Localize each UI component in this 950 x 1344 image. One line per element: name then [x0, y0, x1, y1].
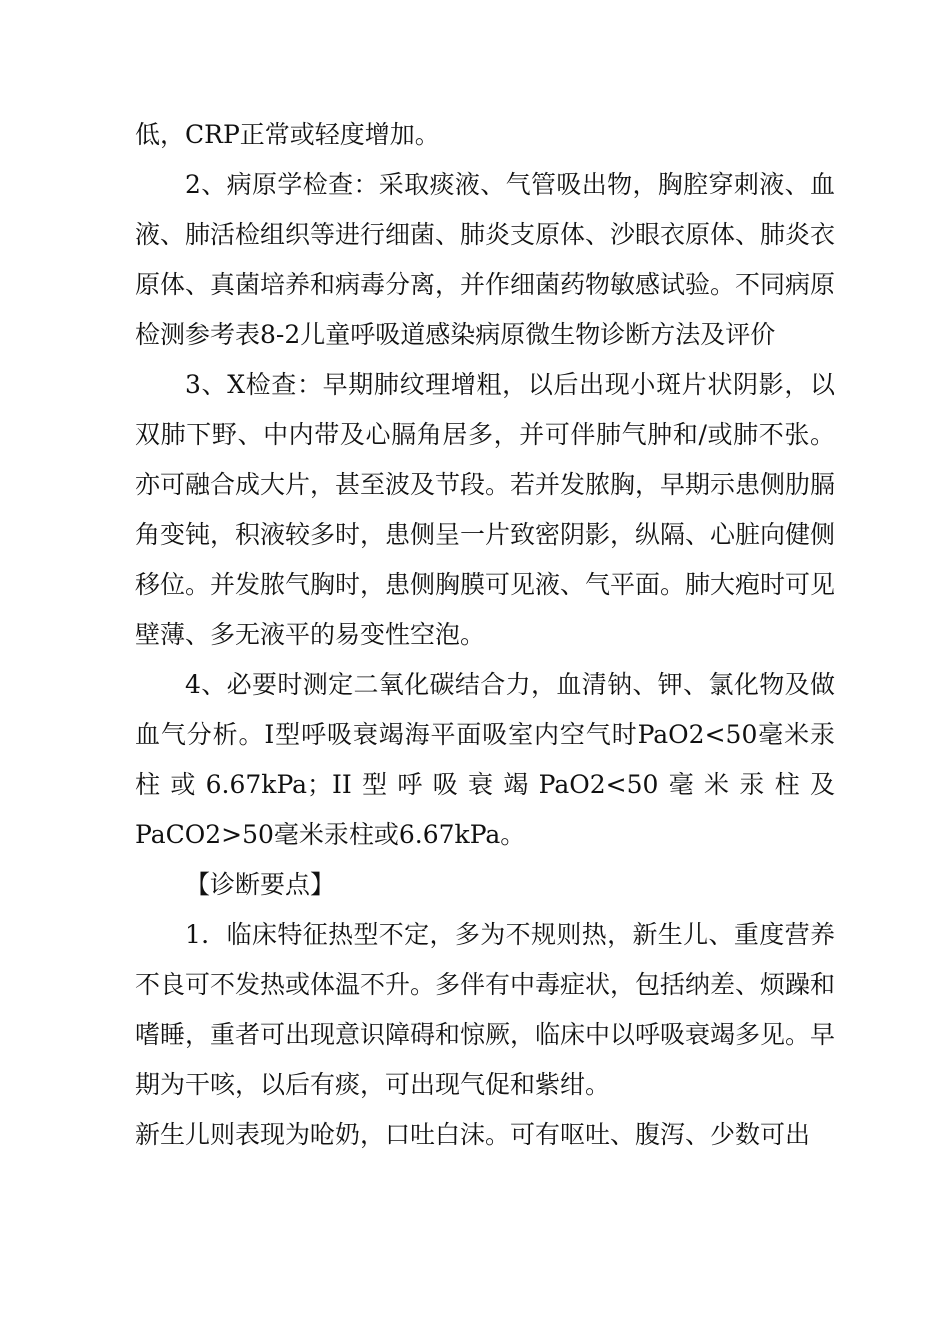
paragraph-blood-gas: 4、必要时测定二氧化碳结合力，血清钠、钾、氯化物及做血气分析。I型呼吸衰竭海平面吸室内空气时PaO2<50毫米汞柱或6.67kPa；II型呼吸衰竭PaO2<50毫米汞柱及PaCO2>50毫米汞柱或6.67kPa。: [135, 670, 835, 849]
paragraph-newborn-symptoms: 新生儿则表现为呛奶，口吐白沫。可有呕吐、腹泻、少数可出: [135, 1120, 811, 1149]
paragraph-xray-exam: 3、X检查：早期肺纹理增粗，以后出现小斑片状阴影，以双肺下野、中内带及心膈角居多，并可伴肺气肿和/或肺不张。亦可融合成大片，甚至波及节段。若并发脓胸，早期示患侧肋膈角变钝，积液较多时，患侧呈一片致密阴影，纵隔、心脏向健侧移位。并发脓气胸时，患侧胸膜可见液、气平面。肺大疱时可见壁薄、多无液平的易变性空泡。: [135, 370, 836, 649]
paragraph-clinical-features: 1．临床特征热型不定，多为不规则热，新生儿、重度营养不良可不发热或体温不升。多伴有中毒症状，包括纳差、烦躁和嗜睡，重者可出现意识障碍和惊厥，临床中以呼吸衰竭多见。早期为干咳，以后有痰，可出现气促和紫绀。: [135, 920, 836, 1099]
section-heading-diagnosis-points: 【诊断要点】: [185, 870, 336, 899]
paragraph-lab-continuation: 低，CRP正常或轻度增加。: [135, 120, 440, 149]
paragraph-pathogen-test: 2、病原学检查：采取痰液、气管吸出物，胸腔穿刺液、血液、肺活检组织等进行细菌、肺炎支原体、沙眼衣原体、肺炎衣原体、真菌培养和病毒分离，并作细菌药物敏感试验。不同病原检测参考表8-2儿童呼吸道感染病原微生物诊断方法及评价: [135, 170, 836, 349]
document-body: [135, 110, 835, 1160]
